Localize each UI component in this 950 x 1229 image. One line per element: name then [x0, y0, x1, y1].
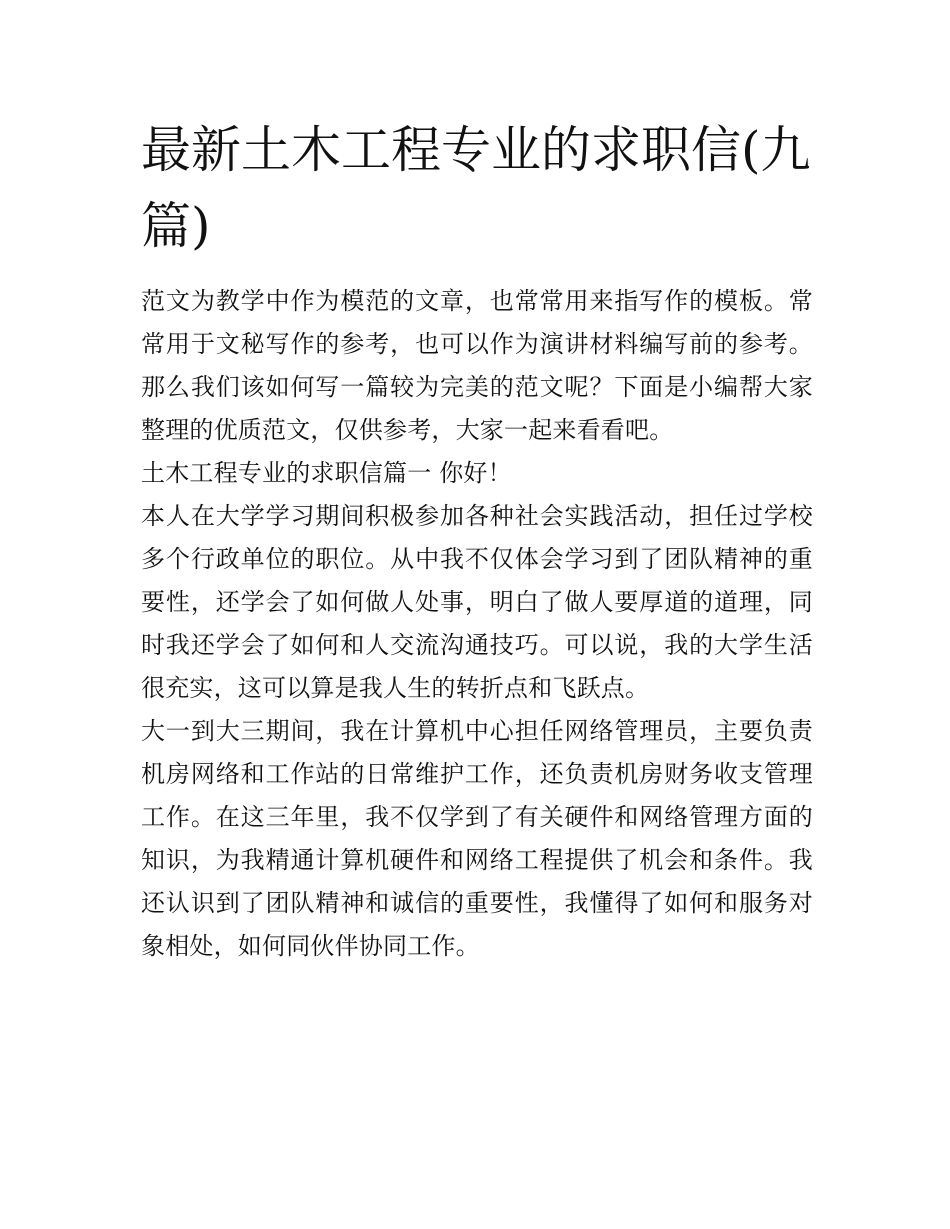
intro-paragraph: 范文为教学中作为模范的文章，也常常用来指写作的模板。常常用于文秘写作的参考，也可以作为演讲材料编写前的参考。那么我们该如何写一篇较为完美的范文呢？下面是小编帮大家整理的优质范文，仅供参考，大家一起来看看吧。	[141, 287, 813, 444]
section-heading-paragraph: 土木工程专业的求职信篇一 你好！	[141, 459, 512, 487]
document-title: 最新土木工程专业的求职信(九篇)	[141, 121, 811, 255]
body-paragraph: 大一到大三期间，我在计算机中心担任网络管理员，主要负责机房网络和工作站的日常维护工作，还负责机房财务收支管理工作。在这三年里，我不仅学到了有关硬件和网络管理方面的知识，为我精通计算机硬件和网络工程提供了机会和条件。我还认识到了团队精神和诚信的重要性，我懂得了如何和服务对象相处，如何同伙伴协同工作。	[141, 717, 813, 960]
document-body	[141, 280, 813, 968]
body-paragraph: 本人在大学学习期间积极参加各种社会实践活动，担任过学校多个行政单位的职位。从中我不仅体会学习到了团队精神的重要性，还学会了如何做人处事，明白了做人要厚道的道理，同时我还学会了如何和人交流沟通技巧。可以说，我的大学生活很充实，这可以算是我人生的转折点和飞跃点。	[141, 502, 813, 702]
